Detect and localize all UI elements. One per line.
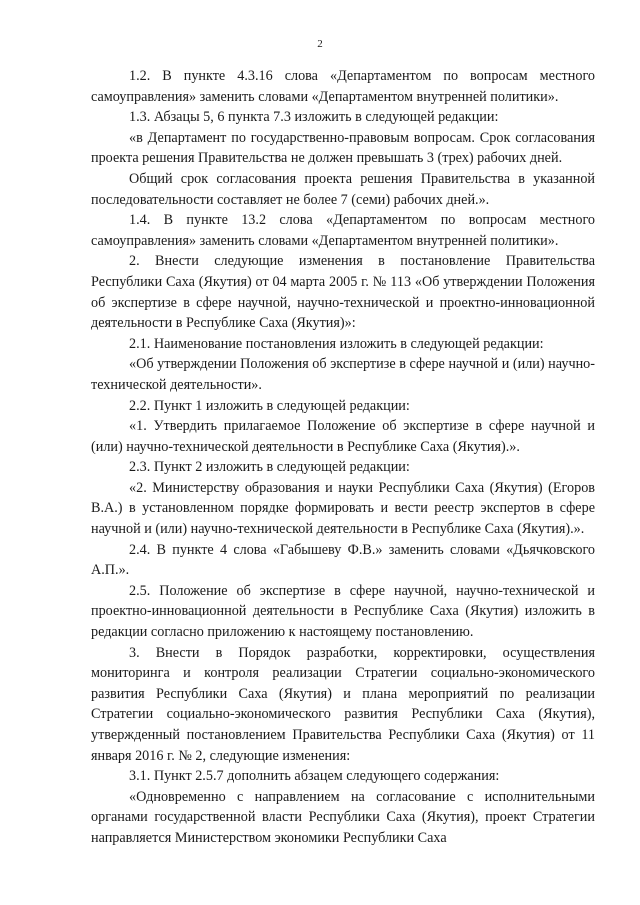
- paragraph: «Одновременно с направлением на согласование с исполнительными органами государственной власти Республики Саха (Якутия), проект Стратегии направляется Министерством экономики Республики Саха: [91, 788, 595, 846]
- paragraph: 1.2. В пункте 4.3.16 слова «Департаментом по вопросам местного самоуправления» заменить словами «Департаментом внутренней политики».: [91, 68, 595, 105]
- paragraph: 2.2. Пункт 1 изложить в следующей редакции:: [129, 397, 410, 414]
- paragraph: 3. Внести в Порядок разработки, корректировки, осуществления мониторинга и контроля реализации Стратегии социально-экономического развития Республики Саха (Якутия) и плана мероприятий по реализации Стратегии социально-экономического развития Республики Саха (Якутия), утвержденный постановлением Правительства Республики Саха (Якутия) от 11 января 2016 г. № 2, следующие изменения:: [91, 644, 595, 764]
- paragraph: 2.3. Пункт 2 изложить в следующей редакции:: [129, 459, 410, 476]
- paragraph: 2.4. В пункте 4 слова «Габышеву Ф.В.» заменить словами «Дьячковского А.П.».: [91, 541, 595, 579]
- page-number: 2: [317, 38, 323, 50]
- paragraph: 2.1. Наименование постановления изложить в следующей редакции:: [129, 335, 544, 352]
- paragraph: «Об утверждении Положения об экспертизе в сфере научной и (или) научно-технической деятельности».: [91, 356, 595, 393]
- paragraph: «2. Министерству образования и науки Республики Саха (Якутия) (Егоров В.А.) в установленном порядке формировать и вести реестр экспертов в сфере научной и (или) научно-технической деятельности в Республике Саха (Якутия).».: [91, 479, 595, 538]
- paragraph: «в Департамент по государственно-правовым вопросам. Срок согласования проекта решения Правительства не должен превышать 3 (трех) рабочих дней.: [91, 129, 595, 167]
- paragraph: 2.5. Положение об экспертизе в сфере научной, научно-технической и проектно-инновационной деятельности в Республике Саха (Якутия) изложить в редакции согласно приложению к настоящему постановлению.: [91, 582, 595, 641]
- paragraph: «1. Утвердить прилагаемое Положение об экспертизе в сфере научной и (или) научно-технической деятельности в Республике Саха (Якутия).».: [91, 418, 595, 455]
- paragraph: 1.4. В пункте 13.2 слова «Департаментом по вопросам местного самоуправления» заменить словами «Департаментом внутренней политики».: [91, 212, 595, 249]
- paragraph: Общий срок согласования проекта решения Правительства в указанной последовательности составляет не более 7 (семи) рабочих дней.».: [91, 170, 595, 208]
- document-body: [91, 66, 595, 849]
- paragraph: 3.1. Пункт 2.5.7 дополнить абзацем следующего содержания:: [129, 768, 500, 785]
- paragraph: 2. Внести следующие изменения в постановление Правительства Республики Саха (Якутия) от 04 марта 2005 г. № 113 «Об утверждении Положения об экспертизе в сфере научной, научно-технической и проектно-инновационной деятельности в Республике Саха (Якутия)»:: [91, 253, 595, 332]
- paragraph: 1.3. Абзацы 5, 6 пункта 7.3 изложить в следующей редакции:: [129, 109, 499, 126]
